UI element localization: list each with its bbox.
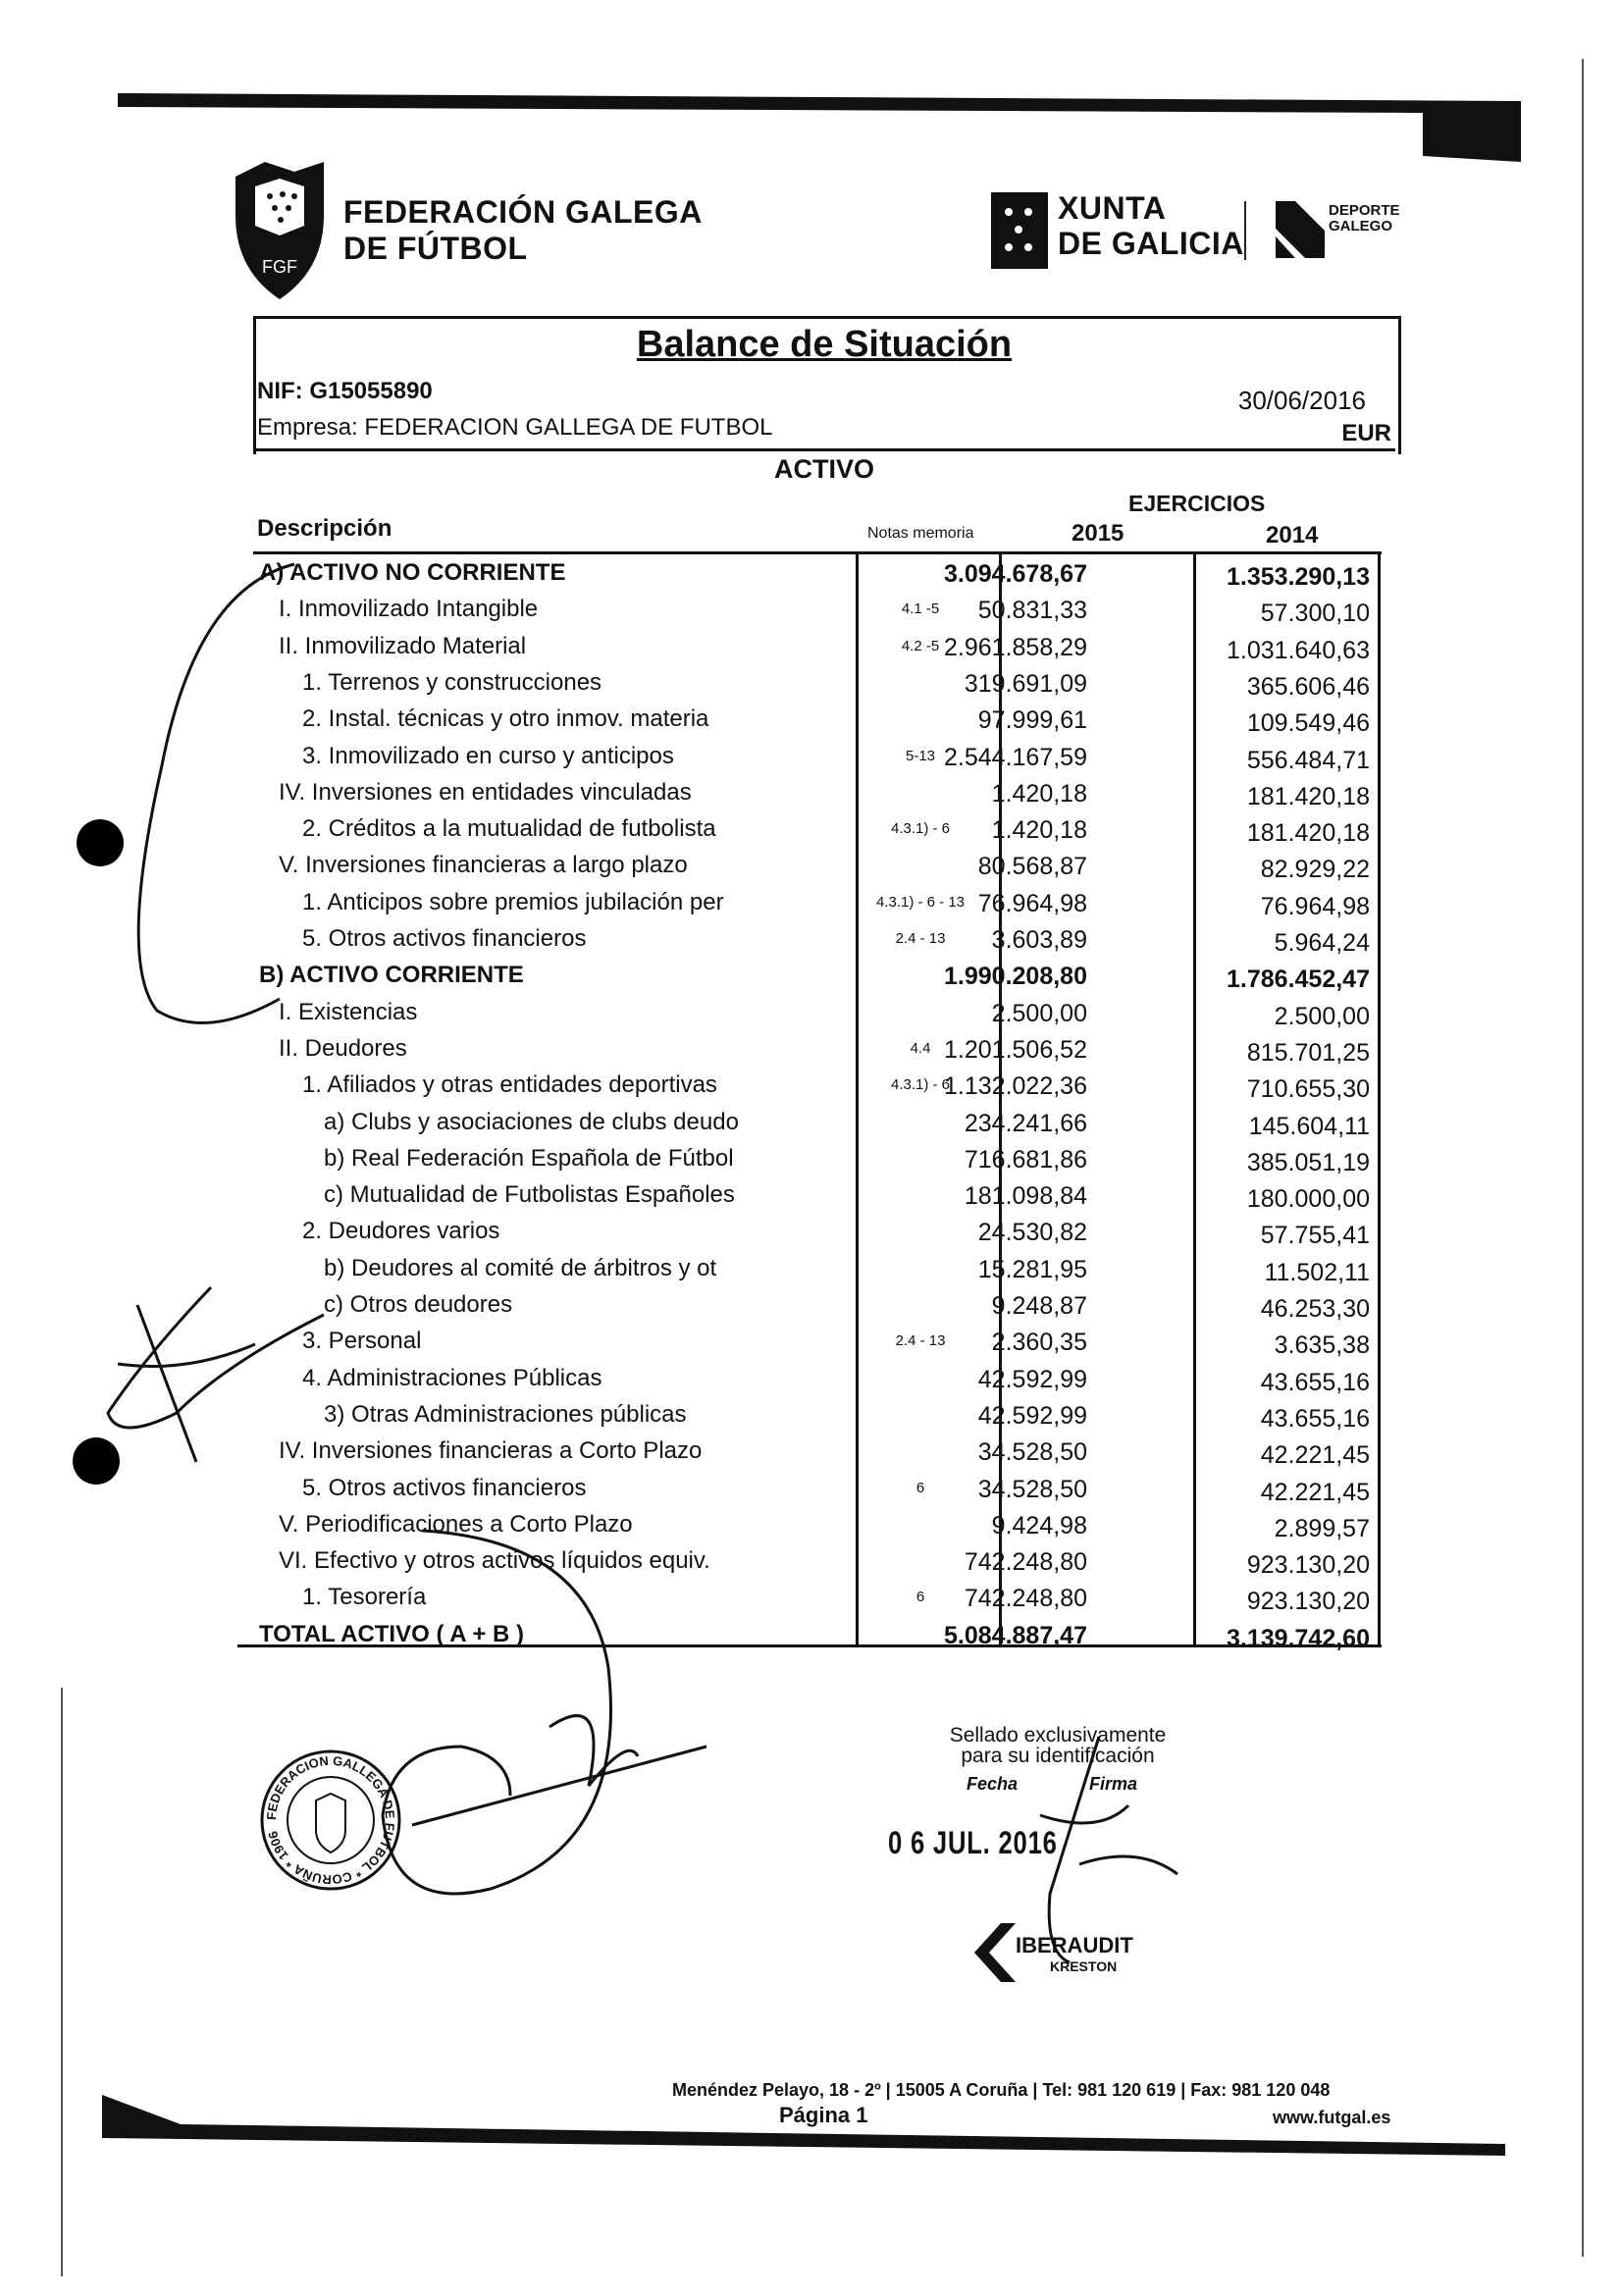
iberaudit-logo bbox=[971, 1923, 1020, 1982]
row-value-2015: 1.201.506,52 bbox=[944, 1035, 1087, 1064]
row-description: II. Inmovilizado Material bbox=[279, 632, 527, 659]
row-value-2015: 97.999,61 bbox=[977, 706, 1087, 735]
gov-name bbox=[1058, 190, 1244, 261]
row-value-2014: 365.606,46 bbox=[1246, 672, 1370, 701]
row-description: 1. Afiliados y otras entidades deportivas bbox=[302, 1071, 717, 1099]
row-value-2014: 3.139.742,60 bbox=[1227, 1624, 1370, 1652]
row-notes: 2.4 - 13 bbox=[895, 1332, 946, 1350]
column-header-notas: Notas memoria bbox=[867, 525, 974, 542]
row-description: 2. Instal. técnicas y otro inmov. materia bbox=[302, 705, 709, 733]
row-description: A) ACTIVO NO CORRIENTE bbox=[259, 559, 566, 586]
row-value-2015: 319.691,09 bbox=[964, 669, 1087, 698]
table-row bbox=[253, 1105, 1382, 1141]
row-value-2015: 42.592,99 bbox=[977, 1365, 1087, 1393]
table-row bbox=[253, 665, 1382, 702]
empresa-label: Empresa: FEDERACION GALLEGA DE FUTBOL bbox=[257, 414, 773, 441]
balance-table bbox=[253, 549, 1382, 1652]
website-link[interactable]: www.futgal.es bbox=[1273, 2108, 1391, 2127]
row-description: 3. Personal bbox=[302, 1328, 422, 1355]
row-value-2015: 2.544.167,59 bbox=[944, 743, 1087, 771]
row-value-2014: 385.051,19 bbox=[1246, 1148, 1370, 1176]
row-value-2014: 109.549,46 bbox=[1246, 709, 1370, 738]
row-value-2014: 3.635,38 bbox=[1274, 1331, 1370, 1360]
page-number: Página 1 bbox=[779, 2103, 868, 2127]
row-description: VI. Efectivo y otros activos líquidos equiv. bbox=[279, 1547, 710, 1575]
scan-edge-right bbox=[1582, 59, 1584, 2257]
stamp-ring-text: FEDERACION GALLEGA DE FUTBOL * CORUÑA * 1906 bbox=[263, 1752, 398, 1888]
table-row bbox=[253, 1068, 1382, 1104]
row-notes: 4.3.1) - 6 - 13 bbox=[875, 893, 966, 911]
fgf-logo-text: FGF bbox=[262, 257, 297, 277]
row-value-2014: 923.130,20 bbox=[1246, 1588, 1370, 1616]
table-row bbox=[253, 1287, 1382, 1324]
audit-line1: Sellado exclusivamente bbox=[949, 1724, 1167, 1747]
header-divider bbox=[1244, 201, 1246, 260]
row-value-2015: 34.528,50 bbox=[977, 1475, 1087, 1503]
table-row bbox=[253, 1214, 1382, 1250]
row-notes: 4.1 -5 bbox=[901, 600, 940, 618]
row-value-2015: 3.603,89 bbox=[991, 926, 1087, 954]
currency-label: EUR bbox=[1341, 420, 1391, 446]
row-value-2014: 5.964,24 bbox=[1274, 929, 1370, 957]
row-value-2014: 1.031.640,63 bbox=[1227, 636, 1370, 664]
row-value-2015: 24.530,82 bbox=[977, 1219, 1087, 1247]
row-description: 4. Administraciones Públicas bbox=[302, 1364, 602, 1391]
punch-hole-top bbox=[77, 819, 124, 866]
table-row bbox=[253, 885, 1382, 921]
row-description: 1. Tesorería bbox=[302, 1584, 427, 1611]
table-row bbox=[253, 1251, 1382, 1287]
row-value-2014: 43.655,16 bbox=[1260, 1404, 1370, 1433]
row-description: 5. Otros activos financieros bbox=[302, 925, 587, 952]
table-row bbox=[253, 1434, 1382, 1470]
row-value-2014: 923.130,20 bbox=[1246, 1551, 1370, 1580]
row-notes: 4.3.1) - 6 bbox=[890, 1076, 951, 1094]
table-row bbox=[253, 1471, 1382, 1507]
section-title: ACTIVO bbox=[773, 454, 874, 484]
column-header-2014: 2014 bbox=[1266, 522, 1319, 548]
punch-hole-bottom bbox=[73, 1437, 120, 1485]
gov-name-line2: DE GALICIA bbox=[1058, 226, 1244, 261]
row-description: IV. Inversiones en entidades vinculadas bbox=[279, 778, 692, 806]
row-value-2014: 42.221,45 bbox=[1260, 1478, 1370, 1506]
row-value-2014: 82.929,22 bbox=[1260, 856, 1370, 884]
row-value-2014: 1.786.452,47 bbox=[1227, 965, 1370, 994]
row-value-2014: 181.420,18 bbox=[1246, 819, 1370, 848]
auditor-sub: KRESTON bbox=[1050, 1958, 1118, 1974]
row-description: IV. Inversiones financieras a Corto Plazo bbox=[279, 1437, 703, 1465]
row-description: c) Otros deudores bbox=[324, 1291, 513, 1318]
row-value-2015: 5.084.887,47 bbox=[944, 1621, 1087, 1649]
auditor-signature bbox=[1040, 1737, 1177, 1962]
row-notes: 4.2 -5 bbox=[901, 637, 940, 654]
org-name-line1: FEDERACIÓN GALEGA bbox=[343, 194, 703, 230]
row-value-2015: 742.248,80 bbox=[964, 1548, 1087, 1577]
auditor-name: IBERAUDIT bbox=[1016, 1933, 1133, 1957]
table-row bbox=[253, 555, 1382, 592]
row-notes: 2.4 - 13 bbox=[895, 930, 946, 947]
table-row bbox=[253, 1141, 1382, 1177]
row-value-2015: 15.281,95 bbox=[977, 1255, 1087, 1283]
row-description: b) Deudores al comité de árbitros y ot bbox=[324, 1254, 717, 1281]
row-description: 2. Deudores varios bbox=[302, 1218, 500, 1245]
column-header-descripcion: Descripción bbox=[257, 515, 392, 542]
audit-line2: para su identificación bbox=[961, 1745, 1155, 1767]
table-row bbox=[253, 1543, 1382, 1580]
row-notes: 4.3.1) - 6 bbox=[890, 820, 951, 838]
table-row bbox=[253, 1617, 1382, 1653]
table-row bbox=[253, 848, 1382, 884]
row-value-2014: 43.655,16 bbox=[1260, 1368, 1370, 1396]
row-value-2014: 46.253,30 bbox=[1260, 1295, 1370, 1323]
footer-address: Menéndez Pelayo, 18 - 2º | 15005 A Coruña | Tel: 981 120 619 | Fax: 981 120 048 bbox=[672, 2080, 1331, 2100]
audit-firma-label: Firma bbox=[1089, 1774, 1138, 1794]
table-row bbox=[253, 1324, 1382, 1360]
row-value-2014: 42.221,45 bbox=[1260, 1441, 1370, 1470]
table-row bbox=[253, 995, 1382, 1031]
column-header-2015: 2015 bbox=[1072, 520, 1124, 547]
row-description: c) Mutualidad de Futbolistas Españoles bbox=[324, 1181, 735, 1209]
row-description: TOTAL ACTIVO ( A + B ) bbox=[259, 1620, 524, 1647]
row-value-2014: 57.755,41 bbox=[1260, 1222, 1370, 1250]
table-row bbox=[253, 629, 1382, 665]
row-value-2015: 9.248,87 bbox=[991, 1292, 1087, 1320]
row-value-2014: 2.500,00 bbox=[1274, 1002, 1370, 1030]
table-row bbox=[253, 1507, 1382, 1543]
sport-name bbox=[1329, 203, 1400, 235]
row-value-2014: 145.604,11 bbox=[1248, 1112, 1370, 1140]
row-value-2014: 1.353.290,13 bbox=[1227, 563, 1370, 591]
top-band bbox=[118, 93, 1521, 162]
row-value-2015: 1.132.022,36 bbox=[944, 1072, 1087, 1101]
row-description: 1. Anticipos sobre premios jubilación per bbox=[302, 888, 724, 915]
row-value-2015: 2.961.858,29 bbox=[944, 633, 1087, 661]
row-value-2015: 80.568,87 bbox=[977, 853, 1087, 881]
nif-label: NIF: G15055890 bbox=[257, 378, 433, 404]
row-value-2015: 50.831,33 bbox=[977, 597, 1087, 625]
table-row bbox=[253, 775, 1382, 811]
audit-stamp-text bbox=[930, 1725, 1185, 1766]
sport-name-line1: DEPORTE bbox=[1329, 202, 1400, 219]
fgf-round-stamp bbox=[257, 1747, 404, 1894]
audit-date-stamp: 0 6 JUL. 2016 bbox=[888, 1825, 1058, 1860]
table-row bbox=[253, 1177, 1382, 1214]
row-value-2014: 710.655,30 bbox=[1246, 1075, 1370, 1104]
deporte-galego-logo bbox=[1276, 201, 1325, 258]
row-value-2015: 2.360,35 bbox=[991, 1329, 1087, 1357]
row-description: b) Real Federación Española de Fútbol bbox=[324, 1144, 734, 1172]
table-row bbox=[253, 811, 1382, 848]
row-description: V. Inversiones financieras a largo plazo bbox=[279, 852, 688, 879]
fgf-shield-logo bbox=[226, 157, 334, 304]
table-row bbox=[253, 1031, 1382, 1068]
table-row bbox=[253, 1361, 1382, 1397]
row-value-2015: 3.094.678,67 bbox=[944, 560, 1087, 588]
row-value-2015: 2.500,00 bbox=[991, 999, 1087, 1027]
row-description: I. Existencias bbox=[279, 998, 418, 1025]
row-value-2014: 2.899,57 bbox=[1274, 1514, 1370, 1542]
table-row bbox=[253, 1397, 1382, 1434]
row-description: 5. Otros activos financieros bbox=[302, 1474, 587, 1501]
row-value-2014: 556.484,71 bbox=[1246, 746, 1370, 774]
svg-text:FEDERACION GALLEGA DE FUTBOL * bbox=[264, 1753, 397, 1887]
xunta-logo bbox=[991, 192, 1048, 269]
audit-fecha-label: Fecha bbox=[967, 1774, 1019, 1794]
row-notes: 5-13 bbox=[905, 747, 936, 764]
row-description: V. Periodificaciones a Corto Plazo bbox=[279, 1510, 633, 1538]
row-notes: 6 bbox=[915, 1479, 925, 1496]
table-row bbox=[253, 739, 1382, 775]
row-value-2014: 57.300,10 bbox=[1260, 600, 1370, 628]
row-description: 3) Otras Administraciones públicas bbox=[324, 1400, 687, 1428]
row-value-2015: 742.248,80 bbox=[964, 1585, 1087, 1613]
row-description: II. Deudores bbox=[279, 1034, 407, 1062]
row-value-2015: 76.964,98 bbox=[977, 889, 1087, 917]
row-notes: 6 bbox=[915, 1589, 925, 1606]
table-row bbox=[253, 921, 1382, 958]
row-description: B) ACTIVO CORRIENTE bbox=[259, 962, 524, 989]
row-description: a) Clubs y asociaciones de clubs deudo bbox=[324, 1108, 739, 1135]
row-value-2015: 716.681,86 bbox=[964, 1145, 1087, 1174]
row-value-2014: 76.964,98 bbox=[1260, 892, 1370, 920]
page-title: Balance de Situación bbox=[636, 324, 1013, 365]
row-value-2015: 9.424,98 bbox=[991, 1511, 1087, 1539]
report-date: 30/06/2016 bbox=[1237, 386, 1366, 415]
row-value-2015: 34.528,50 bbox=[977, 1438, 1087, 1467]
org-name-line2: DE FÚTBOL bbox=[343, 231, 528, 266]
ejercicios-label: EJERCICIOS bbox=[1128, 491, 1266, 516]
row-description: 1. Terrenos y construcciones bbox=[302, 668, 602, 696]
table-border-top bbox=[253, 551, 1382, 554]
table-row bbox=[253, 592, 1382, 628]
row-value-2015: 181.098,84 bbox=[964, 1182, 1087, 1211]
row-value-2014: 180.000,00 bbox=[1246, 1185, 1370, 1214]
row-value-2015: 234.241,66 bbox=[964, 1109, 1087, 1137]
table-row bbox=[253, 1580, 1382, 1616]
header-rule bbox=[253, 448, 1395, 451]
row-value-2015: 42.592,99 bbox=[977, 1401, 1087, 1430]
row-value-2015: 1.420,18 bbox=[991, 779, 1087, 808]
row-description: I. Inmovilizado Intangible bbox=[279, 596, 539, 623]
scan-edge-left bbox=[61, 1688, 63, 2276]
sport-name-line2: GALEGO bbox=[1329, 218, 1393, 235]
row-value-2015: 1.420,18 bbox=[991, 816, 1087, 845]
row-value-2014: 815.701,25 bbox=[1246, 1038, 1370, 1067]
table-row bbox=[253, 958, 1382, 994]
row-value-2014: 181.420,18 bbox=[1246, 782, 1370, 810]
row-value-2014: 11.502,11 bbox=[1264, 1258, 1370, 1286]
table-row bbox=[253, 702, 1382, 738]
row-description: 2. Créditos a la mutualidad de futbolista bbox=[302, 815, 716, 843]
row-notes: 4.4 bbox=[910, 1039, 931, 1057]
org-name bbox=[343, 194, 703, 267]
row-value-2015: 1.990.208,80 bbox=[944, 963, 1087, 991]
row-description: 3. Inmovilizado en curso y anticipos bbox=[302, 742, 674, 769]
gov-name-line1: XUNTA bbox=[1058, 190, 1167, 226]
